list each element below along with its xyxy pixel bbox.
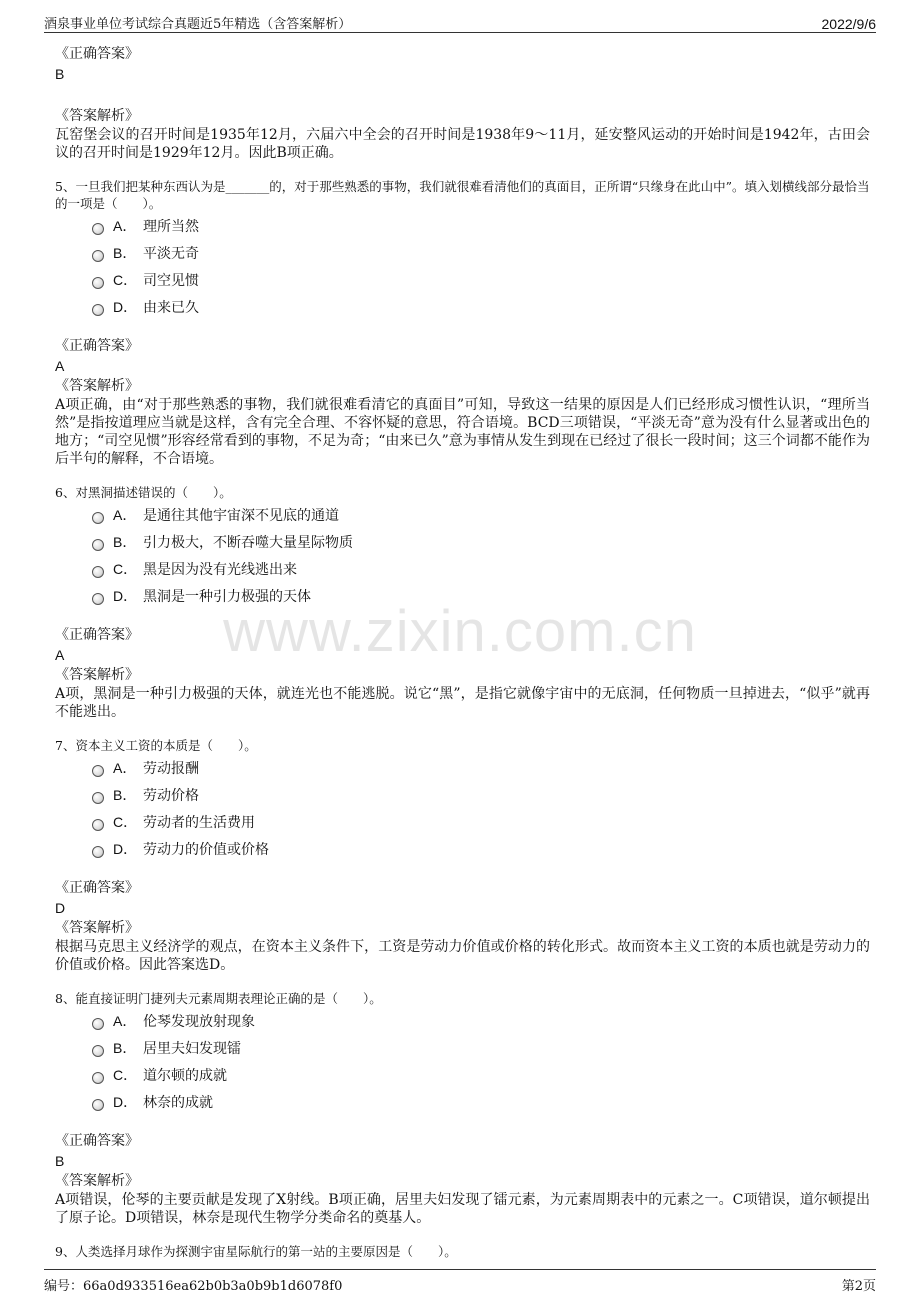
question-stem: 7、资本主义工资的本质是（ ）。 <box>55 738 257 753</box>
analysis-text: 根据马克思主义经济学的观点，在资本主义条件下，工资是劳动力价值或价格的转化形式。故而资本主义工资的本质也就是劳动力的价值或价格。因此答案选D。 <box>55 939 870 973</box>
option-b[interactable]: B． 居里夫妇发现镭 <box>55 1034 870 1061</box>
option-c[interactable]: C． 黑是因为没有光线逃出来 <box>55 555 870 582</box>
analysis-label: 《答案解析》 <box>55 1173 139 1189</box>
analysis-text: 瓦窑堡会议的召开时间是1935年12月，六届六中全会的召开时间是1938年9～11月，延安整风运动的开始时间是1942年，古田会议的召开时间是1929年12月。因此B项正确。 <box>55 127 870 161</box>
answer-label: 《正确答案》 <box>55 338 139 354</box>
document-body <box>55 44 870 1260</box>
radio-icon[interactable] <box>92 277 104 289</box>
page-number: 第2页 <box>841 1279 876 1294</box>
radio-icon[interactable] <box>92 765 104 777</box>
radio-icon[interactable] <box>92 1018 104 1030</box>
option-c[interactable]: C． 司空见惯 <box>55 266 870 293</box>
option-d[interactable]: D． 劳动力的价值或价格 <box>55 835 870 862</box>
option-b[interactable]: B． 引力极大，不断吞噬大量星际物质 <box>55 528 870 555</box>
analysis-label: 《答案解析》 <box>55 378 139 394</box>
option-b[interactable]: B． 劳动价格 <box>55 781 870 808</box>
radio-icon[interactable] <box>92 1045 104 1057</box>
option-a[interactable]: A． 理所当然 <box>55 212 870 239</box>
option-d[interactable]: D． 黑洞是一种引力极强的天体 <box>55 582 870 609</box>
analysis-label: 《答案解析》 <box>55 667 139 683</box>
analysis-text: A项正确，由“对于那些熟悉的事物，我们就很难看清它的真面目”可知，导致这一结果的原因是人们已经形成习惯性认识，“理所当然”是指按道理应当就是这样，含有完全合理、不容怀疑的意思，符合语境。BCD三项错误，“平淡无奇”意为没有什么显著或出色的地方；“司空见惯”形容经常看到的事物，不足为奇；“由来已久”意为事情从发生到现在已经过了很长一段时间；这三个词都不能作为后半句的解释，不合语境。 <box>55 397 870 467</box>
answer-label: 《正确答案》 <box>55 46 139 62</box>
radio-icon[interactable] <box>92 250 104 262</box>
option-a[interactable]: A． 劳动报酬 <box>55 754 870 781</box>
question-stem: 8、能直接证明门捷列夫元素周期表理论正确的是（ ）。 <box>55 991 382 1006</box>
answer-value: B <box>55 66 65 82</box>
analysis-label: 《答案解析》 <box>55 920 139 936</box>
radio-icon[interactable] <box>92 304 104 316</box>
question-stem: 6、对黑洞描述错误的（ ）。 <box>55 485 232 500</box>
document-title: 酒泉事业单位考试综合真题近5年精选（含答案解析） <box>44 17 352 32</box>
option-a[interactable]: A． 伦琴发现放射现象 <box>55 1007 870 1034</box>
analysis-text: A项错误，伦琴的主要贡献是发现了X射线。B项正确，居里夫妇发现了镭元素，为元素周期表中的元素之一。C项错误，道尔顿提出了原子论。D项错误，林奈是现代生物学分类命名的奠基人。 <box>55 1192 870 1226</box>
radio-icon[interactable] <box>92 539 104 551</box>
radio-icon[interactable] <box>92 593 104 605</box>
document-date: 2022/9/6 <box>821 16 876 32</box>
radio-icon[interactable] <box>92 1099 104 1111</box>
radio-icon[interactable] <box>92 792 104 804</box>
radio-icon[interactable] <box>92 819 104 831</box>
option-list <box>55 212 870 320</box>
radio-icon[interactable] <box>92 566 104 578</box>
option-c[interactable]: C． 道尔顿的成就 <box>55 1061 870 1088</box>
option-a[interactable]: A． 是通往其他宇宙深不见底的通道 <box>55 501 870 528</box>
question-stem: 5、一旦我们把某种东西认为是_______的，对于那些熟悉的事物，我们就很难看清他们的真面目，正所谓“只缘身在此山中”。填入划横线部分最恰当的一项是（ ）。 <box>55 179 870 211</box>
option-b[interactable]: B． 平淡无奇 <box>55 239 870 266</box>
radio-icon[interactable] <box>92 1072 104 1084</box>
analysis-label: 《答案解析》 <box>55 108 139 124</box>
answer-label: 《正确答案》 <box>55 1133 139 1149</box>
radio-icon[interactable] <box>92 223 104 235</box>
option-list <box>55 1007 870 1115</box>
page-footer <box>44 1269 876 1294</box>
answer-value: D <box>55 900 66 916</box>
option-c[interactable]: C． 劳动者的生活费用 <box>55 808 870 835</box>
answer-label: 《正确答案》 <box>55 880 139 896</box>
watermark: www.zixin.com.cn <box>223 599 697 664</box>
question-stem: 9、人类选择月球作为探测宇宙星际航行的第一站的主要原因是（ ）。 <box>55 1244 457 1259</box>
answer-value: A <box>55 647 65 663</box>
answer-label: 《正确答案》 <box>55 627 139 643</box>
option-d[interactable]: D． 林奈的成就 <box>55 1088 870 1115</box>
radio-icon[interactable] <box>92 846 104 858</box>
option-d[interactable]: D． 由来已久 <box>55 293 870 320</box>
option-list <box>55 754 870 862</box>
page-header <box>44 10 876 33</box>
analysis-text: A项，黑洞是一种引力极强的天体，就连光也不能逃脱。说它“黑”，是指它就像宇宙中的无底洞，任何物质一旦掉进去，“似乎”就再不能逃出。 <box>55 686 870 720</box>
radio-icon[interactable] <box>92 512 104 524</box>
answer-value: A <box>55 358 65 374</box>
answer-value: B <box>55 1153 65 1169</box>
option-list <box>55 501 870 609</box>
document-code: 编号：66a0d933516ea62b0b3a0b9b1d6078f0 <box>44 1279 343 1294</box>
